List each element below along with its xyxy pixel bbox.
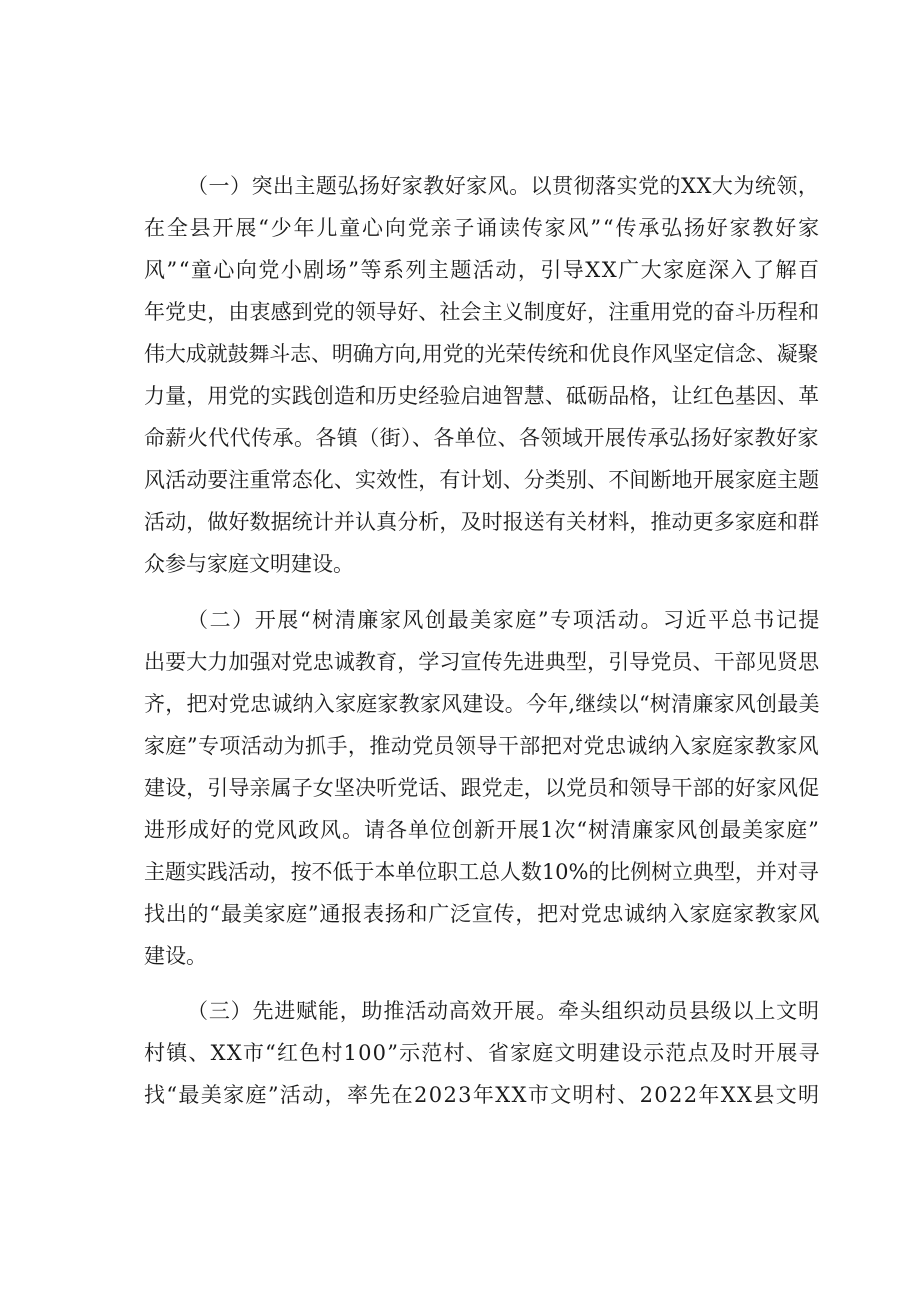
paragraph-2-line-5: 建设，引导亲属子女坚决听党话、跟党走，以党员和领导干部的好家风促 [144, 776, 820, 800]
paragraph-1-line-1: （一）突出主题弘扬好家教好家风。以贯彻落实党的XX大为统领， [187, 174, 820, 198]
paragraph-1-line-5: 伟大成就鼓舞斗志、明确方向,用党的光荣传统和优良作风坚定信念、凝聚 [144, 342, 819, 366]
paragraph-2-line-6: 进形成好的党风政风。请各单位创新开展1次“树清廉家风创最美家庭” [144, 818, 820, 842]
paragraph-2-line-4: 家庭”专项活动为抓手，推动党员领导干部把对党忠诚纳入家庭家教家风 [144, 734, 820, 758]
paragraph-2-line-7: 主题实践活动，按不低于本单位职工总人数10%的比例树立典型，并对寻 [144, 860, 819, 884]
paragraph-1-line-9: 活动，做好数据统计并认真分析，及时报送有关材料，推动更多家庭和群 [144, 510, 820, 534]
paragraph-3-line-3: 找“最美家庭”活动，率先在2023年XX市文明村、2022年XX县文明 [144, 1083, 821, 1107]
paragraph-1-line-8: 风活动要注重常态化、实效性，有计划、分类别、不间断地开展家庭主题 [144, 468, 820, 492]
paragraph-3-line-1: （三）先进赋能，助推活动高效开展。牵头组织动员县级以上文明 [187, 999, 820, 1023]
paragraph-1-line-4: 年党史，由衷感到党的领导好、社会主义制度好，注重用党的奋斗历程和 [144, 300, 820, 324]
paragraph-2-line-3: 齐，把对党忠诚纳入家庭家教家风建设。今年,继续以“树清廉家风创最美 [144, 692, 820, 716]
paragraph-3-line-2: 村镇、XX市“红色村100”示范村、省家庭文明建设示范点及时开展寻 [144, 1041, 821, 1065]
paragraph-1-line-3: 风”“童心向党小剧场”等系列主题活动，引导XX广大家庭深入了解百 [144, 258, 821, 282]
paragraph-2-line-9: 建设。 [144, 944, 207, 968]
paragraph-1-line-2: 在全县开展“少年儿童心向党亲子诵读传家风”“传承弘扬好家教好家 [144, 216, 821, 240]
paragraph-2-line-2: 出要大力加强对党忠诚教育，学习宣传先进典型，引导党员、干部见贤思 [144, 650, 820, 674]
paragraph-1-line-7: 命薪火代代传承。各镇（街）、各单位、各领域开展传承弘扬好家教好家 [144, 426, 819, 450]
paragraph-1-line-10: 众参与家庭文明建设。 [144, 552, 354, 576]
paragraph-2-line-1: （二）开展“树清廉家风创最美家庭”专项活动。习近平总书记提 [187, 608, 821, 632]
paragraph-2-line-8: 找出的“最美家庭”通报表扬和广泛宣传，把对党忠诚纳入家庭家教家风 [144, 902, 821, 926]
paragraph-1-line-6: 力量，用党的实践创造和历史经验启迪智慧、砥砺品格，让红色基因、革 [144, 384, 820, 408]
